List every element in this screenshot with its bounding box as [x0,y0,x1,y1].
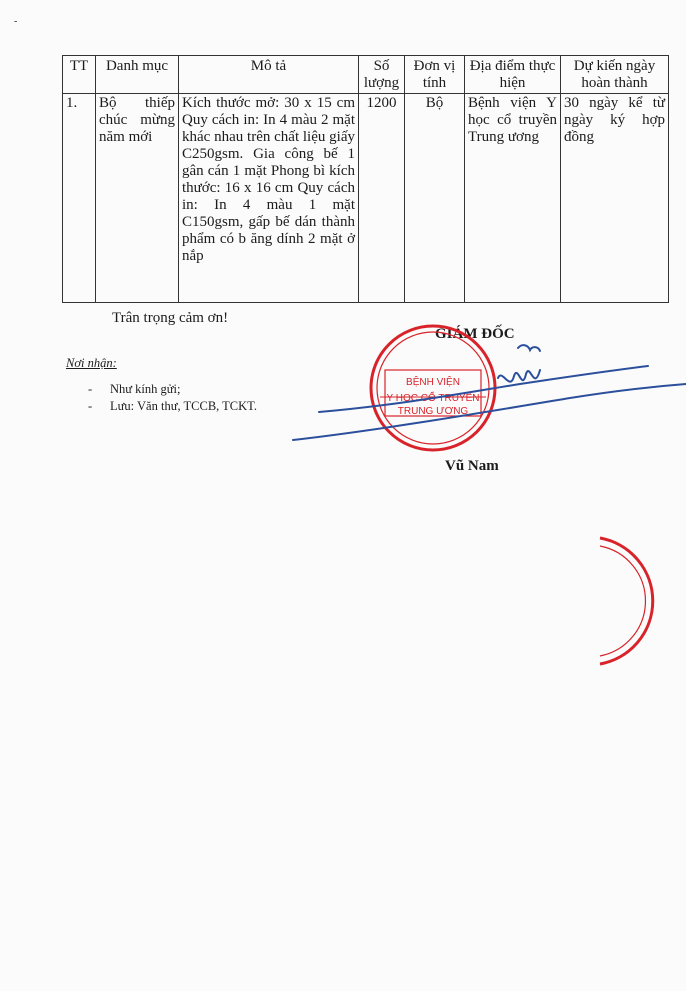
cell-unit: Bộ [405,94,465,303]
recipient-text: Như kính gửi; [110,382,181,396]
recipient-item: - Lưu: Văn thư, TCCB, TCKT. [88,399,258,413]
header-tt: TT [63,56,96,94]
header-quantity: Số lượng [359,56,405,94]
stamp-text-line-2: Y HỌC CỔ TRUYỀN [386,393,480,404]
official-stamp [371,326,495,450]
cell-category: Bộ thiếp chúc mừng năm mới [96,94,179,303]
cell-description: Kích thước mở: 30 x 15 cm Quy cách in: In 4 màu 2 mặt khác nhau trên chất liệu giấy C250gsm. Gia công bế 1 gân cán 1 mặt Phong bì kích thước: 16 x 16 cm Quy cách in: In 4 màu 1 mặt C150gsm, gấp bế dán thành phẩm có b ăng dính 2 mặt ở nắp [179,94,359,303]
cell-completion: 30 ngày kể từ ngày ký hợp đồng [561,94,669,303]
signer-name: Vũ Nam [445,458,499,474]
closing-text: Trân trọng cảm ơn! [112,310,229,326]
recipient-text: Lưu: Văn thư, TCCB, TCKT. [110,399,258,413]
corner-mark: - [14,16,18,27]
header-description: Mô tả [179,56,359,94]
partial-stamp [600,538,653,664]
header-location: Địa điểm thực hiện [465,56,561,94]
recipient-item: - Như kính gửi; [88,382,181,396]
recipients-title: Nơi nhận: [66,356,117,370]
signature-title: GIÁM ĐỐC [435,326,515,342]
header-category: Danh mục [96,56,179,94]
cell-tt: 1. [63,94,96,303]
cell-location: Bệnh viện Y học cổ truyền Trung ương [465,94,561,303]
stamp-text-line-1: BỆNH VIỆN [406,377,460,388]
cell-quantity: 1200 [359,94,405,303]
header-completion: Dự kiến ngày hoàn thành [561,56,669,94]
header-unit: Đơn vị tính [405,56,465,94]
stamp-text-line-3: TRUNG ƯƠNG [397,406,469,417]
